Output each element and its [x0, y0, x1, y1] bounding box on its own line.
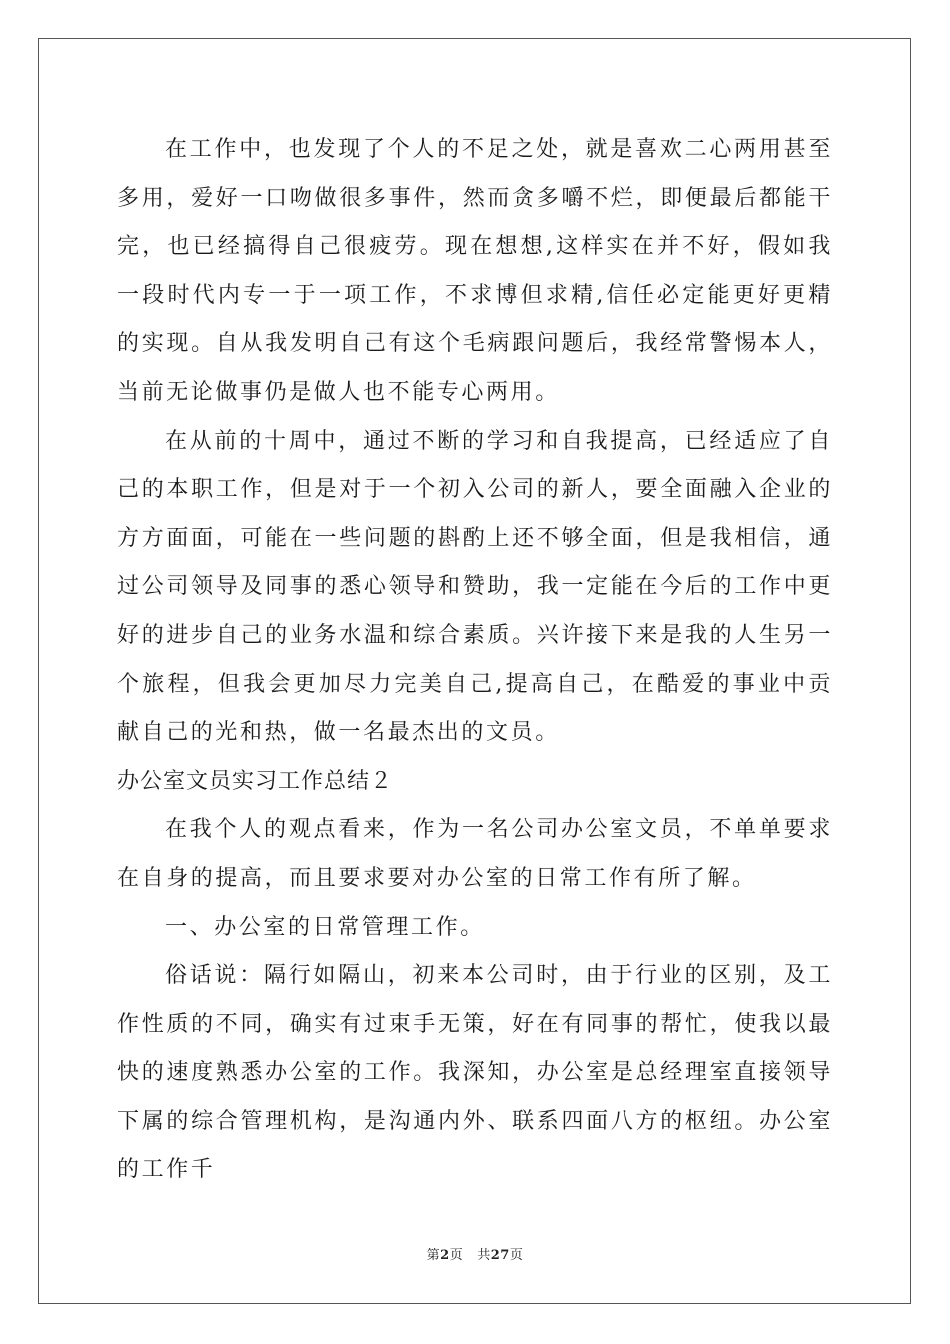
- page-number: 2: [440, 1248, 450, 1263]
- page-prefix: 第: [426, 1248, 441, 1263]
- paragraph-4: 一、办公室的日常管理工作。: [165, 914, 485, 940]
- paragraph-5: 俗话说：隔行如隔山，初来本公司时，由于行业的区别，及工作性质的不同，确实有过束手无策，好在有同事的帮忙，使我以最快的速度熟悉办公室的工作。我深知，办公室是总经理室直接领导下属的综合管理机构，是沟通内外、联系四面八方的枢纽。办公室的工作千: [117, 963, 833, 1183]
- total-suffix: 页: [509, 1248, 524, 1263]
- total-prefix: 共: [477, 1248, 491, 1263]
- total-pages: 27: [490, 1248, 510, 1263]
- page-footer: [0, 1244, 950, 1263]
- paragraph-2: 在从前的十周中，通过不断的学习和自我提高，已经适应了自己的本职工作，但是对于一个初入公司的新人，要全面融入企业的方方面面，可能在一些问题的斟酌上还不够全面，但是我相信，通过公司领导及同事的悉心领导和赞助，我一定能在今后的工作中更好的进步自己的业务水温和综合素质。兴许接下来是我的人生另一个旅程，但我会更加尽力完美自己,提高自己，在酷爱的事业中贡献自己的光和热，做一名最杰出的文员。: [117, 428, 833, 746]
- document-body: [117, 126, 833, 1195]
- page-suffix: 页: [449, 1248, 464, 1263]
- paragraph-3: 在我个人的观点看来，作为一名公司办公室文员，不单单要求在自身的提高，而且要求要对办公室的日常工作有所了解。: [117, 817, 833, 891]
- section-title: 办公室文员实习工作总结２: [117, 768, 394, 794]
- paragraph-1: 在工作中，也发现了个人的不足之处，就是喜欢二心两用甚至多用，爱好一口吻做很多事件，然而贪多嚼不烂，即便最后都能干完，也已经搞得自己很疲劳。现在想想,这样实在并不好，假如我一段时代内专一于一项工作，不求博但求精,信任必定能更好更精的实现。自从我发明自己有这个毛病跟问题后，我经常警惕本人，当前无论做事仍是做人也不能专心两用。: [117, 137, 833, 405]
